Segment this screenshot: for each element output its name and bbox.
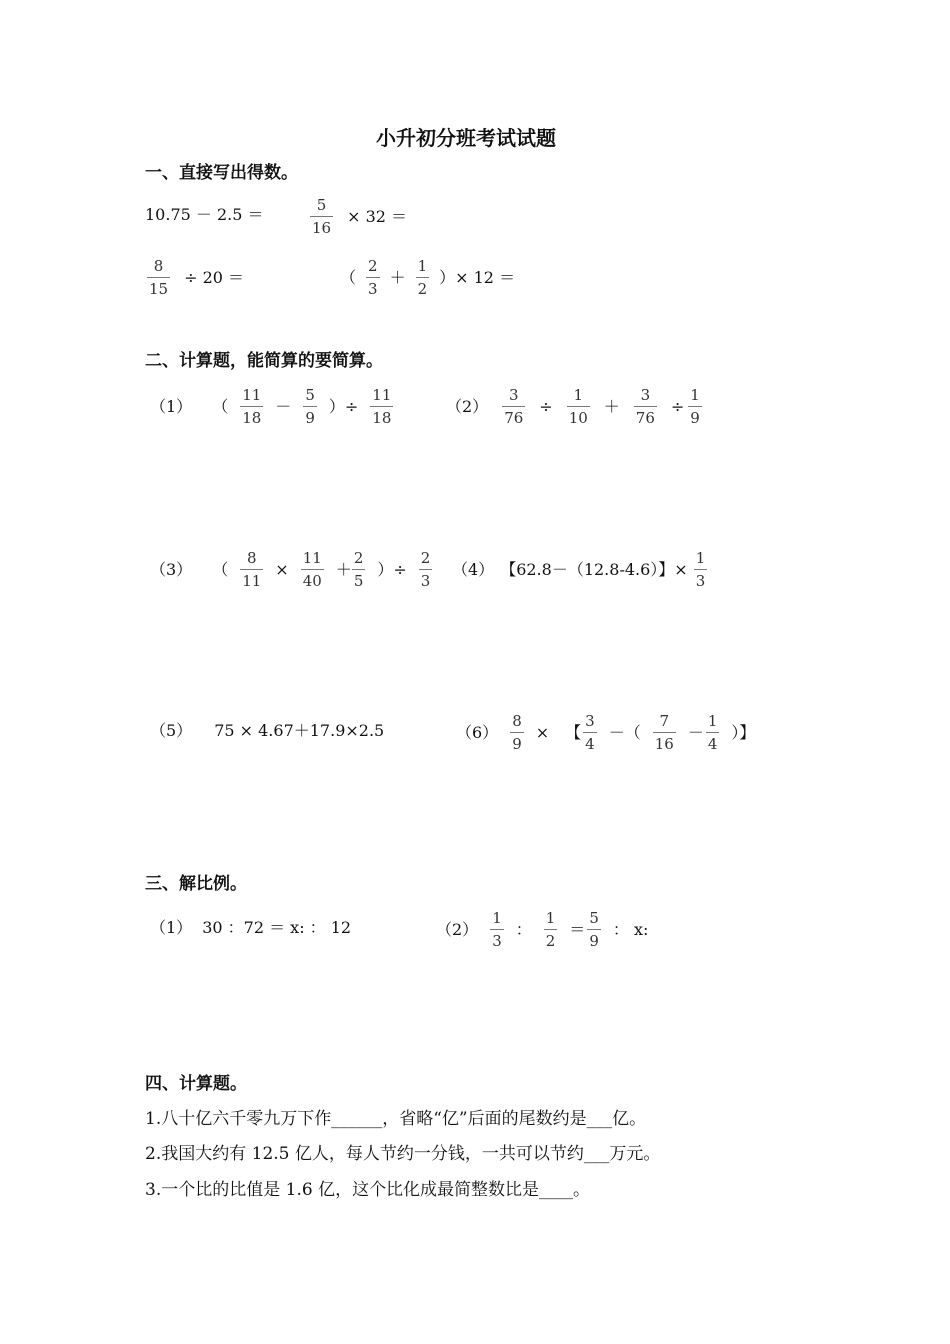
problem-1b <box>306 198 407 236</box>
fraction: $\frac{8}{15}$ <box>149 257 169 298</box>
section-heading-2: 二、计算题，能简算的要简算。 <box>145 351 383 371</box>
section-heading-1: 一、直接写出得数。 <box>145 163 298 183</box>
fraction: $\frac{1}{3}$ <box>492 909 502 950</box>
operator: ）÷ <box>328 397 359 416</box>
operator: ＋ <box>603 397 620 416</box>
fraction: $\frac{1}{4}$ <box>707 712 718 753</box>
fraction: $\frac{3}{76}$ <box>504 386 524 427</box>
problem-1c <box>143 259 244 297</box>
operator: ＋ <box>335 560 352 579</box>
expression: ）× 12 ＝ <box>439 268 516 287</box>
operator: ÷ <box>670 397 685 416</box>
operator: ＋ <box>389 268 406 287</box>
problem-1a <box>145 207 264 223</box>
fraction: $\frac{1}{9}$ <box>690 386 700 427</box>
question-1: 1.八十亿六千零九万下作______，省略“亿”后面的尾数约是___亿。 <box>145 1109 647 1129</box>
problem-label: （2） <box>436 920 479 939</box>
fraction: $\frac{7}{16}$ <box>654 712 674 753</box>
fraction: $\frac{5}{9}$ <box>589 909 599 950</box>
paren: （ <box>212 560 229 579</box>
bracket: 【 <box>565 723 582 742</box>
fraction: $\frac{11}{40}$ <box>302 549 322 590</box>
expression: 【62.8－（12.8-4.6）】× <box>500 560 688 579</box>
operator: －（ <box>608 723 641 742</box>
operator: － <box>275 397 292 416</box>
fraction: $\frac{1}{2}$ <box>545 909 556 950</box>
fraction: $\frac{11}{18}$ <box>372 386 392 427</box>
problem-label: （2） <box>446 397 489 416</box>
expression: 10.75 － 2.5 ＝ <box>145 205 264 224</box>
fraction: $\frac{2}{3}$ <box>368 257 378 298</box>
operator: ＝ <box>569 920 586 939</box>
operator: × <box>535 723 550 742</box>
expression: ： x: <box>612 920 649 939</box>
section-heading-4: 四、计算题。 <box>145 1074 247 1094</box>
fraction: $\frac{2}{5}$ <box>353 549 364 590</box>
fraction: $\frac{1}{3}$ <box>695 549 706 590</box>
problem-label: （1） <box>150 918 193 937</box>
problem-label: （3） <box>150 560 193 579</box>
operator: × <box>275 560 289 579</box>
problem-2-6 <box>456 714 755 752</box>
bracket: ）】 <box>731 723 756 742</box>
problem-2-2 <box>446 388 706 426</box>
question-2: 2.我国大约有 12.5 亿人，每人节约一分钱，一共可以节约___万元。 <box>145 1144 661 1164</box>
fraction: $\frac{2}{3}$ <box>420 549 431 590</box>
fraction: $\frac{3}{76}$ <box>635 386 655 427</box>
problem-3-2 <box>436 911 648 949</box>
problem-1d <box>340 259 515 297</box>
problem-2-3 <box>150 551 436 589</box>
question-3: 3.一个比的比值是 1.6 亿，这个比化成最简整数比是____。 <box>145 1180 591 1200</box>
expression: 30 ：72 ＝ x: ： 12 <box>202 918 352 937</box>
fraction: $\frac{5}{9}$ <box>305 386 315 427</box>
operator: ： <box>515 920 532 939</box>
fraction: $\frac{8}{9}$ <box>512 712 522 753</box>
problem-2-4 <box>452 551 711 589</box>
problem-3-1 <box>150 920 351 936</box>
fraction: $\frac{8}{11}$ <box>242 549 262 590</box>
operator: ）÷ <box>377 560 407 579</box>
problem-label: （6） <box>456 723 499 742</box>
problem-label: （4） <box>452 560 495 579</box>
expression: 75 × 4.67＋17.9×2.5 <box>214 721 385 740</box>
fraction: $\frac{1}{10}$ <box>568 386 588 427</box>
problem-2-1 <box>150 388 397 426</box>
fraction: $\frac{11}{18}$ <box>242 386 262 427</box>
problem-label: （1） <box>150 397 193 416</box>
paren: （ <box>212 397 229 416</box>
paren: （ <box>340 268 357 287</box>
fraction: $\frac{3}{4}$ <box>585 712 595 753</box>
fraction: $\frac{1}{2}$ <box>417 257 428 298</box>
operator: ÷ <box>539 397 553 416</box>
fraction: $\frac{5}{16}$ <box>312 196 332 237</box>
section-heading-3: 三、解比例。 <box>145 874 247 894</box>
expression: ÷ 20 ＝ <box>184 268 245 287</box>
page-title: 小升初分班考试试题 <box>376 126 556 150</box>
expression: × 32 ＝ <box>347 207 408 226</box>
operator: － <box>687 723 704 742</box>
problem-label: （5） <box>150 721 193 740</box>
problem-2-5 <box>150 723 384 739</box>
